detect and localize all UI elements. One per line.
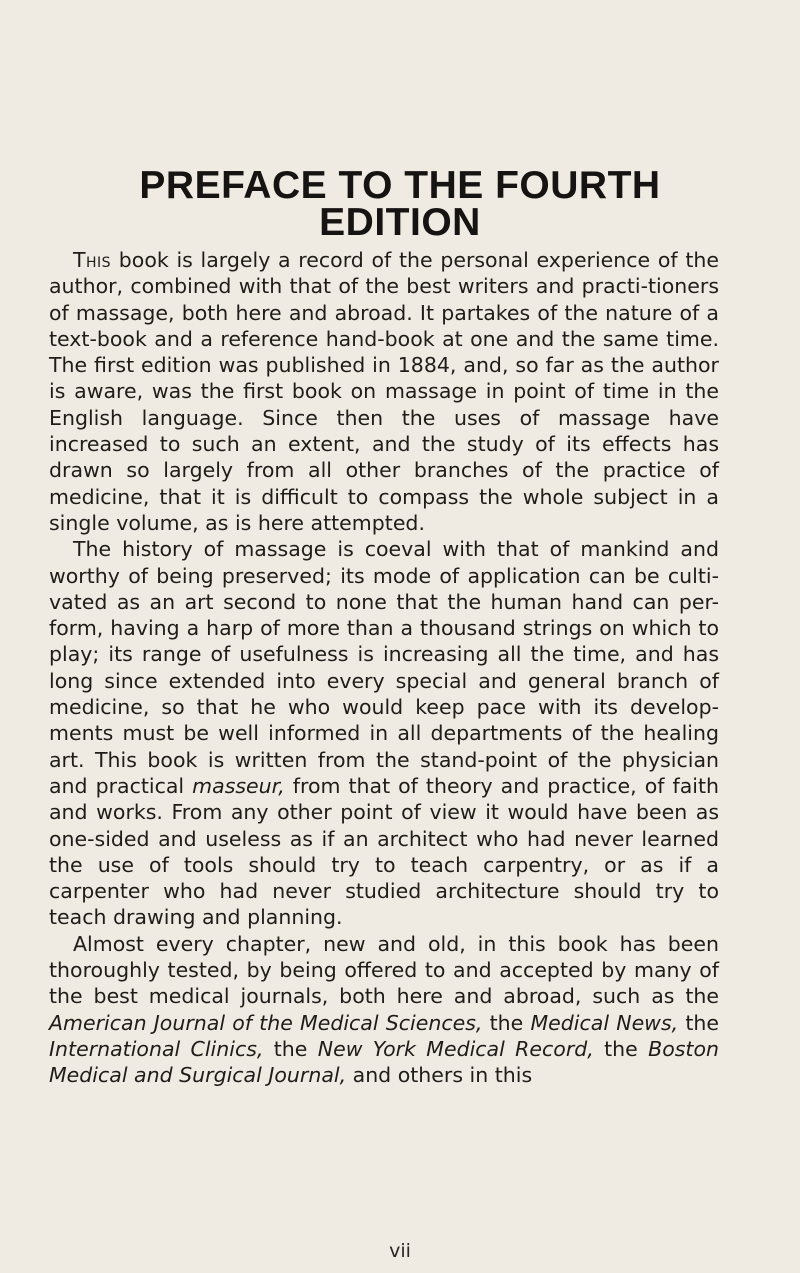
preface-body bbox=[49, 247, 719, 1089]
paragraph-3-text-b: the bbox=[482, 1010, 531, 1035]
paragraph-2 bbox=[49, 536, 719, 930]
paragraph-3-text-d: the bbox=[263, 1036, 318, 1061]
paragraph-3-text-e: the bbox=[593, 1036, 649, 1061]
paragraph-3-text-f: and others in this bbox=[346, 1063, 533, 1088]
page-number: vii bbox=[389, 1240, 411, 1262]
paragraph-1 bbox=[49, 247, 719, 536]
paragraph-2-text-a: The history of massage is coeval with that of mankind and worthy of being preserved; its mode of application can be culti-vated as an art second to none that the human hand can per-form, having a harp of more than a thousand strings on which to play; its range of usefulness is increasing all the time, and has long since extended into every special and general branch of medicine, so that he who would keep pace with its develop-ments must be well informed in all departments of the healing art. This book is written from the stand-point of the physician and practical bbox=[49, 537, 719, 798]
journal-title-5: Boston Medical and Surgical Journal, bbox=[49, 1036, 719, 1088]
paragraph-3 bbox=[49, 931, 719, 1089]
journal-title-4: New York Medical Record, bbox=[317, 1036, 594, 1061]
term-masseur: masseur, bbox=[192, 773, 285, 798]
paragraph-3-text-c: the bbox=[678, 1010, 720, 1035]
paragraph-3-text-a: Almost every chapter, new and old, in this book has been thoroughly tested, by being offered to and accepted by many of the best medical journals, both here and abroad, such as the bbox=[49, 931, 719, 1009]
paragraph-1-text: book is largely a record of the personal experience of the author, combined with that of the best writers and practi-tioners of massage, both here and abroad. It partakes of the nature of a text-book and a reference hand-book at one and the same time. The first edition was published in 1884, and, so far as the author is aware, was the first book on massage in point of time in the English language. Since then the uses of massage have increased to such an extent, and the study of its effects has drawn so largely from all other branches of the practice of medicine, that it is difficult to compass the whole subject in a single volume, as is here attempted. bbox=[49, 248, 719, 535]
paragraph-2-text-b: from that of theory and practice, of faith and works. From any other point of view it would have been as one-sided and useless as if an architect who had never learned the use of tools should try to teach carpentry, or as if a carpenter who had never studied architecture should try to teach drawing and planning. bbox=[49, 773, 719, 930]
journal-title-1: American Journal of the Medical Sciences, bbox=[49, 1010, 483, 1035]
journal-title-3: International Clinics, bbox=[49, 1036, 264, 1061]
paragraph-1-lead: This bbox=[73, 248, 112, 272]
preface-title-line-1: PREFACE TO THE FOURTH bbox=[139, 164, 661, 207]
journal-title-2: Medical News, bbox=[530, 1010, 679, 1035]
preface-title-line-2: EDITION bbox=[319, 201, 481, 244]
